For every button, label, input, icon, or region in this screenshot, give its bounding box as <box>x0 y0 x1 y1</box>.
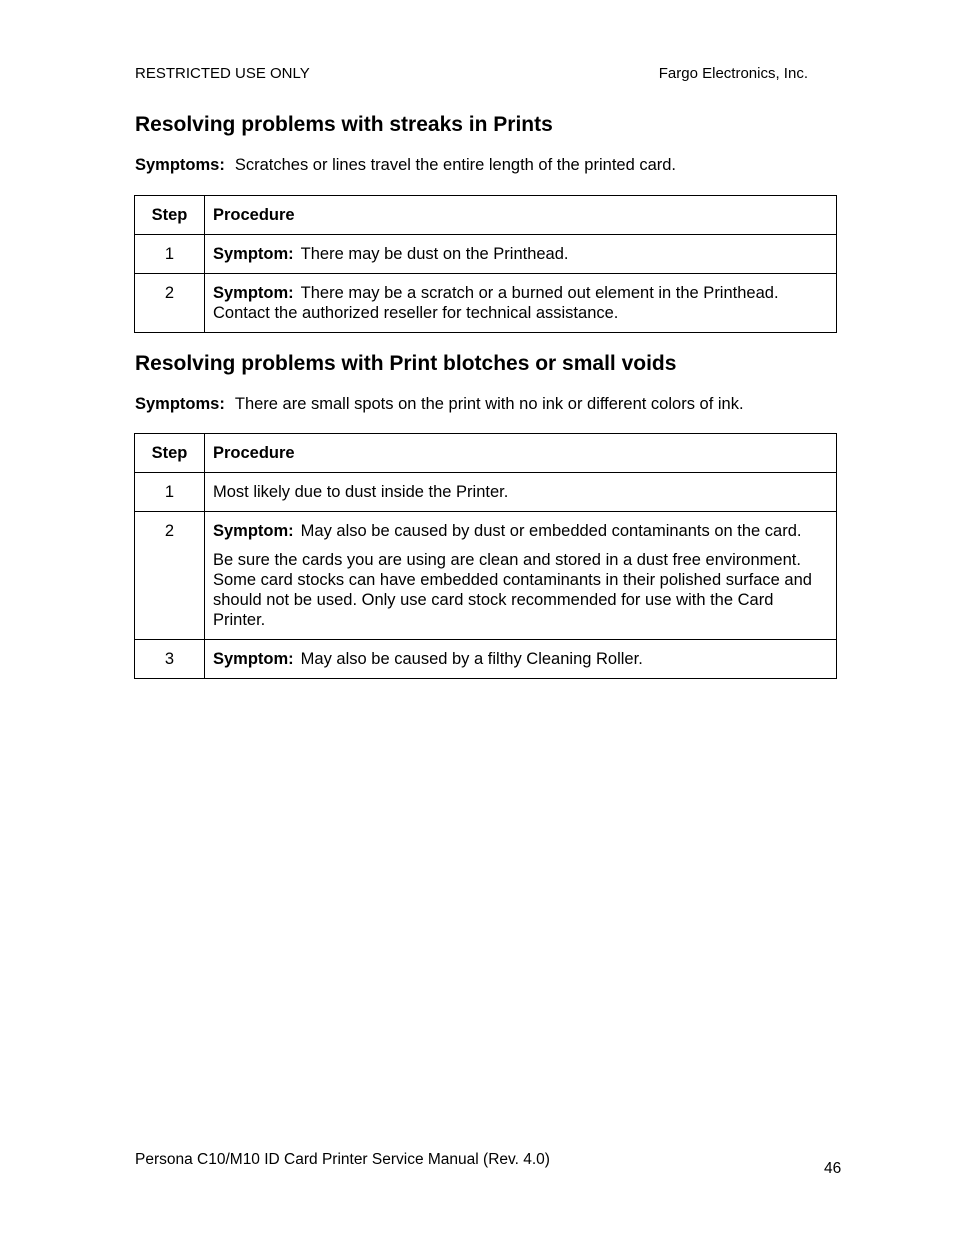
step-number: 2 <box>135 512 205 640</box>
symptom-label: Symptom: <box>213 245 294 263</box>
column-header-step: Step <box>135 434 205 473</box>
table-row <box>135 274 837 333</box>
procedure-text: May also be caused by dust or embedded contaminants on the card. <box>300 522 802 540</box>
step-number: 1 <box>135 473 205 512</box>
symptoms-line <box>135 156 676 175</box>
header-right: Fargo Electronics, Inc. <box>658 65 808 82</box>
procedure-text: Most likely due to dust inside the Printer. <box>213 483 509 501</box>
symptom-label: Symptom: <box>213 522 294 540</box>
table-row <box>135 640 837 679</box>
step-number: 3 <box>135 640 205 679</box>
procedure-cell <box>205 512 837 640</box>
procedure-cell <box>205 235 837 274</box>
procedure-cell <box>205 274 837 333</box>
procedure-cell <box>205 640 837 679</box>
symptoms-label: Symptoms: <box>135 395 225 413</box>
symptoms-line <box>135 395 744 414</box>
symptoms-text: Scratches or lines travel the entire length of the printed card. <box>234 156 677 174</box>
table-header-row <box>135 196 837 235</box>
symptoms-text: There are small spots on the print with no ink or different colors of ink. <box>234 395 744 413</box>
procedure-text: May also be caused by a filthy Cleaning Roller. <box>300 650 643 668</box>
table-row <box>135 473 837 512</box>
procedure-table <box>134 195 837 333</box>
symptoms-label: Symptoms: <box>135 156 225 174</box>
column-header-step: Step <box>135 196 205 235</box>
table-row <box>135 512 837 640</box>
header-left: RESTRICTED USE ONLY <box>135 65 310 82</box>
procedure-text: There may be a scratch or a burned out element in the Printhead. Contact the authorized reseller for technical assistance. <box>213 284 779 322</box>
section-title: Resolving problems with Print blotches or small voids <box>135 352 677 375</box>
procedure-text: There may be dust on the Printhead. <box>300 245 569 263</box>
section-title: Resolving problems with streaks in Prints <box>135 113 553 136</box>
symptom-label: Symptom: <box>213 650 294 668</box>
column-header-procedure: Procedure <box>205 434 837 473</box>
step-number: 1 <box>135 235 205 274</box>
page-number: 46 <box>824 1160 842 1177</box>
column-header-procedure: Procedure <box>205 196 837 235</box>
footer-manual-title: Persona C10/M10 ID Card Printer Service Manual (Rev. 4.0) <box>135 1151 550 1168</box>
procedure-cell <box>205 473 837 512</box>
step-number: 2 <box>135 274 205 333</box>
symptom-label: Symptom: <box>213 284 294 302</box>
table-header-row <box>135 434 837 473</box>
procedure-table <box>134 433 837 679</box>
table-row <box>135 235 837 274</box>
procedure-paragraph <box>213 521 828 541</box>
procedure-note: Be sure the cards you are using are clean and stored in a dust free environment. Some card stocks can have embedded contaminants in their polished surface and should not be used. Only use card stock recommended for use with the Card Printer. <box>213 551 812 629</box>
